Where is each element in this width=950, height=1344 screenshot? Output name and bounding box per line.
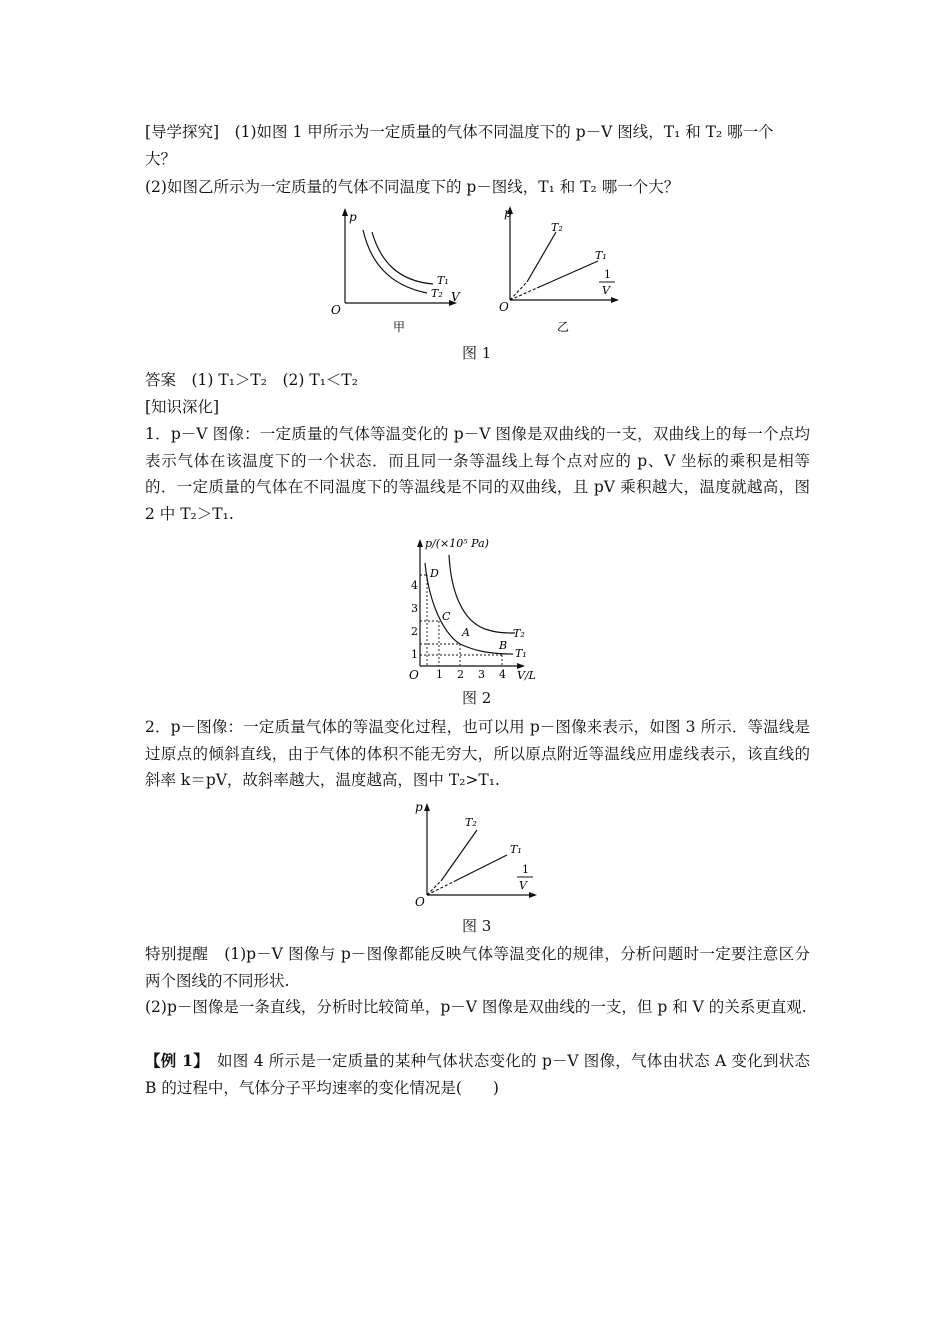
figure-3-p-inverse-v-graph [405, 795, 545, 910]
line-shallow-label: T₁ [510, 843, 522, 856]
y-tick-1: 1 [411, 648, 418, 661]
point-A-label: A [462, 626, 470, 639]
example-tag: 【例 1】 [145, 1051, 202, 1070]
special-tip-1: 特别提醒 (1)p－V 图像与 p－图像都能反映气体等温变化的规律，分析问题时一定要注意区分两个图线的不同形状. [145, 945, 810, 990]
x-tick-2: 2 [457, 668, 464, 681]
curve-T1-label: T₁ [515, 647, 527, 660]
point-C-label: C [442, 610, 451, 623]
line-shallow [537, 261, 598, 288]
curve-upper-label: T₁ [437, 274, 449, 287]
subfigure-caption: 甲 [393, 320, 406, 334]
figure-1-caption: 图 1 [462, 344, 492, 362]
y-axis-label: p [415, 800, 423, 814]
x-tick-1: 1 [436, 668, 443, 681]
question-2: (2)如图乙所示为一定质量的气体不同温度下的 p－图线，T₁ 和 T₂ 哪一个大？ [145, 178, 680, 196]
x-axis-numerator: 1 [604, 268, 611, 281]
line-shallow [455, 855, 507, 881]
origin-label: O [331, 303, 341, 317]
y-tick-4: 4 [411, 579, 418, 592]
origin-label: O [415, 895, 425, 909]
curve-T2-label: T₂ [513, 627, 525, 640]
question-1-line1: [导学探究] (1)如图 1 甲所示为一定质量的气体不同温度下的 p－V 图线，T₁ 和 T₂ 哪一个 [145, 123, 774, 141]
line-steep-label: T₂ [465, 816, 477, 829]
x-axis-denominator: V [519, 879, 527, 892]
curve-upper [372, 232, 433, 284]
example-text: 如图 4 所示是一定质量的某种气体状态变化的 p－V 图像，气体由状态 A 变化到状态 B 的过程中，气体分子平均速率的变化情况是( ) [145, 1052, 810, 1097]
curve-lower [363, 230, 427, 293]
figure-1-left-pv-graph [325, 205, 475, 335]
point-D-label: D [430, 567, 439, 580]
x-tick-3: 3 [478, 668, 485, 681]
y-tick-2: 2 [411, 625, 418, 638]
x-axis-denominator: V [602, 284, 610, 297]
x-axis-label: V [451, 290, 460, 304]
figure-3-caption: 图 3 [462, 917, 492, 935]
figure-2-caption: 图 2 [462, 689, 492, 707]
line-shallow-label: T₁ [595, 249, 607, 262]
x-tick-4: 4 [499, 668, 506, 681]
figure-1-right-p-inverse-v-graph [495, 200, 635, 340]
subfigure-caption: 乙 [557, 320, 570, 334]
y-axis-label: p [349, 210, 357, 224]
origin-label: O [499, 300, 509, 314]
y-axis-label: p/(×10⁵ Pa) [425, 537, 489, 550]
question-1-line2: 大？ [145, 150, 177, 168]
line-steep [527, 232, 556, 282]
y-tick-3: 3 [411, 602, 418, 615]
y-axis-label: p [504, 206, 512, 220]
section-title: [知识深化] [145, 398, 220, 416]
point-B-label: B [499, 639, 508, 652]
figure-2-isotherms [405, 533, 555, 683]
x-axis-label: V/L [517, 669, 536, 682]
answer: 答案 (1) T₁＞T₂ (2) T₁＜T₂ [145, 371, 358, 389]
origin-label: O [409, 668, 419, 682]
x-axis-numerator: 1 [522, 863, 529, 876]
line-steep-label: T₂ [551, 221, 563, 234]
example-1 [145, 1048, 810, 1101]
knowledge-point-1: 1．p－V 图像：一定质量的气体等温变化的 p－V 图像是双曲线的一支，双曲线上的每一个点均表示气体在该温度下的一个状态．而且同一条等温线上每个点对应的 p、V 坐标的乘积是相等的．一定质量的气体在不同温度下的等温线是不同的双曲线，且 pV 乘积越大，温度就越高，图 2 中 T₂＞T₁. [145, 425, 810, 523]
curve-lower-label: T₂ [431, 287, 443, 300]
special-tip-2: (2)p－图像是一条直线，分析时比较简单，p－V 图像是双曲线的一支，但 p 和 V 的关系更直观. [145, 998, 807, 1016]
knowledge-point-2: 2．p－图像：一定质量气体的等温变化过程，也可以用 p－图像来表示，如图 3 所示．等温线是过原点的倾斜直线，由于气体的体积不能无穷大，所以原点附近等温线应用虚线表示，该直线的斜率 k＝pV，故斜率越大，温度越高，图中 T₂>T₁. [145, 718, 810, 789]
curve-T2 [449, 555, 515, 633]
